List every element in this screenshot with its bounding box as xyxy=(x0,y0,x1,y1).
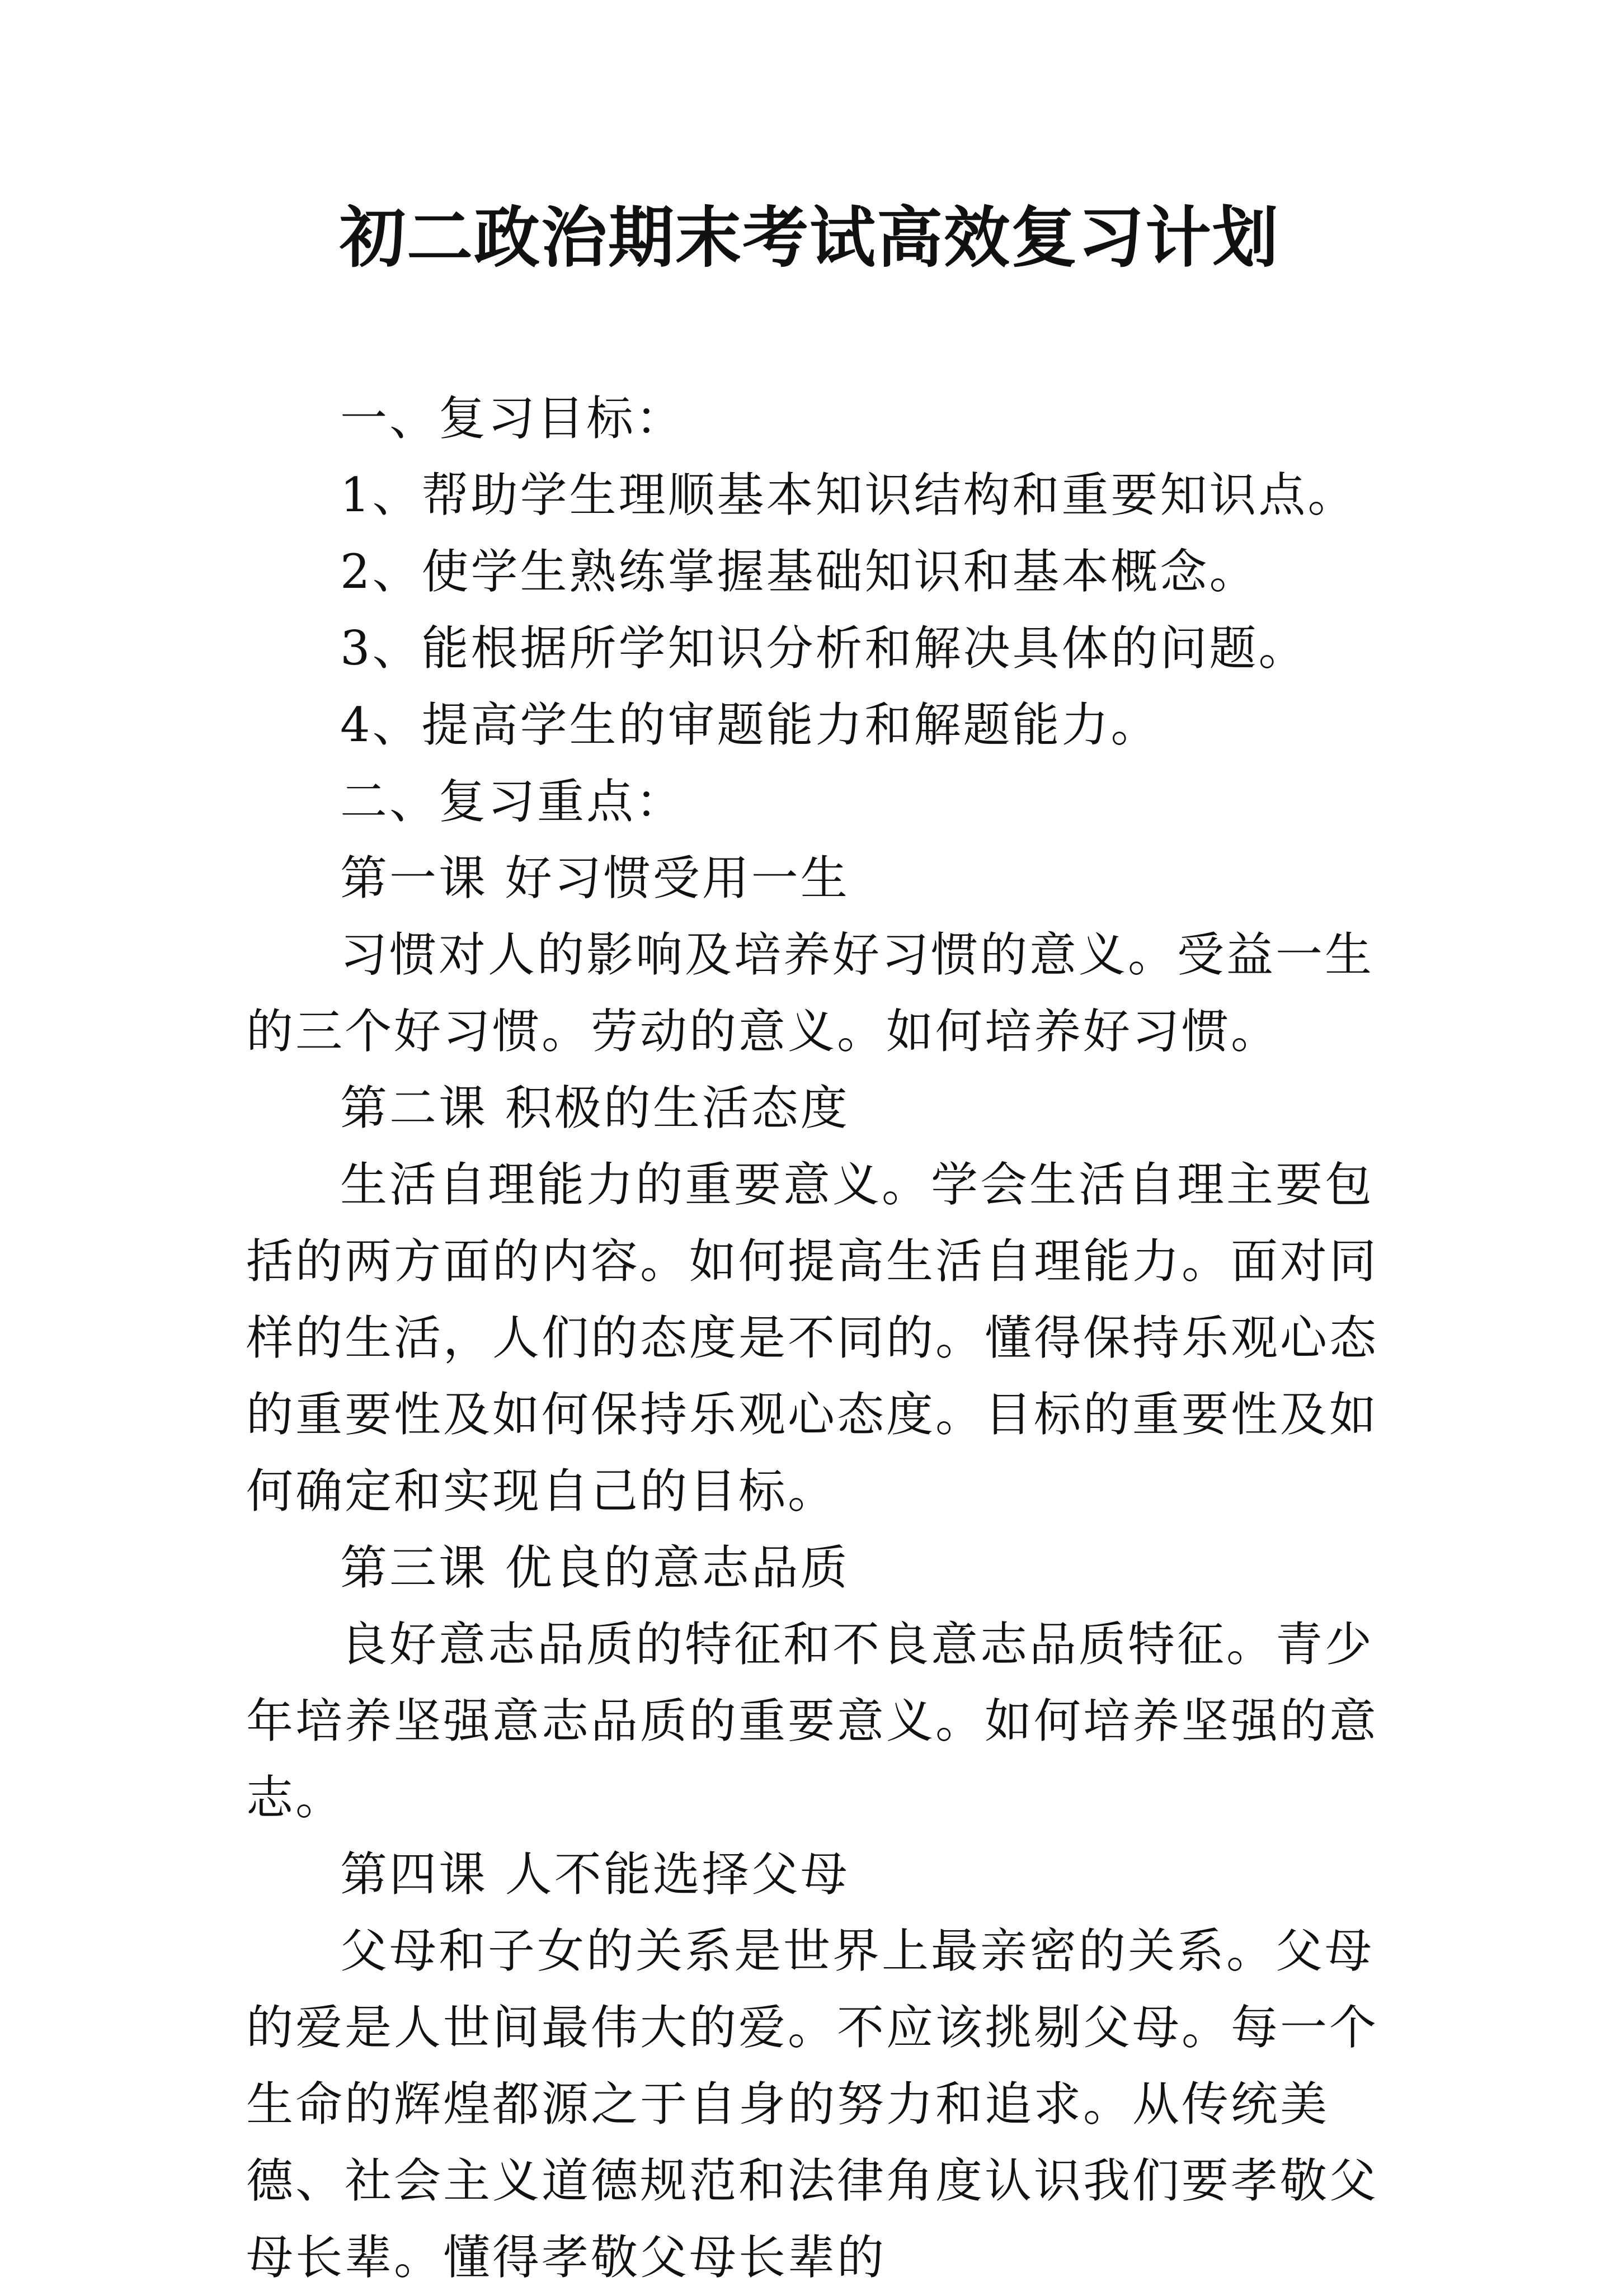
paragraph-focus-heading: 二、复习重点： xyxy=(340,774,685,829)
lesson-4-text: 父母和子女的关系是世界上最亲密的关系。父母的爱是人世间最伟大的爱。不应该挑剔父母。每一个生命的辉煌都源之于自身的努力和追求。从传统美德、社会主义道德规范和法律角度认识我们要孝敬父母长辈。懂得孝敬父母长辈的 xyxy=(246,1923,1379,2285)
lesson-3-text: 良好意志品质的特征和不良意志品质特征。青少年培养坚强意志品质的重要意义。如何培养坚强的意志。 xyxy=(246,1617,1379,1825)
paragraph-goal-3: 3、能根据所学知识分析和解决具体的问题。 xyxy=(340,621,1308,676)
document-body xyxy=(246,380,1387,2296)
lesson-3-heading: 第三课 优良的意志品质 xyxy=(340,1540,850,1595)
paragraph-goals-heading: 一、复习目标： xyxy=(340,391,685,446)
paragraph-goal-4: 4、提高学生的审题能力和解题能力。 xyxy=(340,697,1160,752)
lesson-4-heading: 第四课 人不能选择父母 xyxy=(340,1847,850,1902)
lesson-1-text: 习惯对人的影响及培养好习惯的意义。受益一生的三个好习惯。劳动的意义。如何培养好习惯。 xyxy=(246,927,1375,1059)
lesson-2-text: 生活自理能力的重要意义。学会生活自理主要包括的两方面的内容。如何提高生活自理能力。面对同样的生活，人们的态度是不同的。懂得保持乐观心态的重要性及如何保持乐观心态度。目标的重要性及如何确定和实现自己的目标。 xyxy=(246,1157,1379,1519)
paragraph-goal-2: 2、使学生熟练掌握基础知识和基本概念。 xyxy=(340,544,1259,599)
lesson-2-heading: 第二课 积极的生活态度 xyxy=(340,1081,850,1135)
paragraph-goal-1: 1、帮助学生理顺基本知识结构和重要知识点。 xyxy=(340,468,1357,522)
lesson-1-heading: 第一课 好习惯受用一生 xyxy=(340,851,850,906)
document-title: 初二政治期末考试高效复习计划 xyxy=(339,199,1279,276)
